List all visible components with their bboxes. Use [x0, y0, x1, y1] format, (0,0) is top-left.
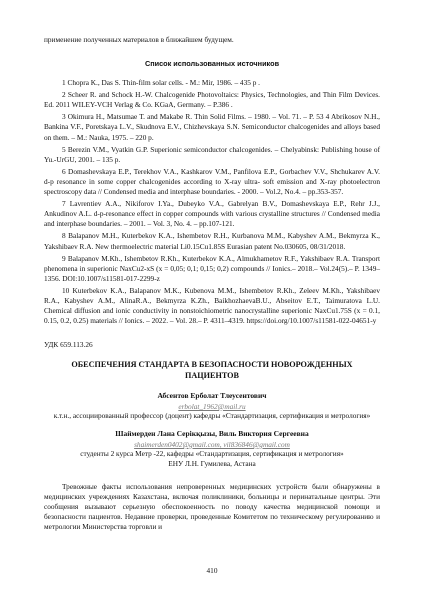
- reference-item: 5 Berezin V.M., Vyatkin G.P. Superionic semiconductor chalcogenides. – Chelyabinsk: Publishing house of Yu.-UrGU, 2001. – 135 p.: [44, 144, 380, 164]
- author-name: Абсентов Ерболат Тлеусентович: [157, 391, 267, 401]
- page-number: 410: [206, 566, 218, 575]
- body-paragraph: Тревожные факты использования непроверенных медицинских устройств были обнаружены в медицинских учреждениях Казахстана, включая поликлиники, больницы и перинатальные центры. Эти сообщения вызывают серьезную обеспокоенность по поводу качества медицинской помощи и безопасности пациентов. Недавние проверки, проведенные Комитетом по техническому регулированию и метрологии Министерства торговли и: [44, 481, 380, 531]
- reference-item: 6 Domashevskaya E.P., Terekhov V.A., Kashkarov V.M., Panfilova E.P., Gorbachev V.V., Shchukarev A.V. d-p resonance in some copper chalcogenides according to X-ray ultra- soft emission and X-ray photoelectron spectroscopy data // Condensed media and interphase boundaries. - 2000. – Vol.2, No.4. – pp.353-357.: [44, 166, 380, 197]
- author-email[interactable]: erbolat_1962@mail.ru: [178, 401, 246, 411]
- reference-item: 3 Okimura H., Matsumae T. and Makabe R. Thin Solid Films. – 1980. – Vol. 71. – P. 53 4 Abrikosov N.H., Bankina V.F., Poretskaya L.V., Skudnova E.V., Chizhevskaya S.N. Semiconductor chalcogenides and alloys based on them. – M.: Nauka, 1975. – 220 p.: [44, 112, 380, 142]
- references-title: Список использованных источников: [144, 59, 280, 69]
- udk-code: УДК 659.113.26: [44, 340, 93, 350]
- reference-item: 10 Kuterbekov K.A., Balapanov M.K., Kubenova M.M., Ishembetov R.Kh., Zeleev M.Kh., Yakshibaev R.A., Kabyshev A.M., AlinaR.A., Bekmyrza K.Zh., BaikhozhaevaB.U., Abseitov E.T., Taimuratova L.U. Chemical diffusion and ionic conductivity in nonstoichiometric nanocrystalline superionic NaxCu1.75S (x = 0.1, 0.15, 0.2, 0.25) materials // Ionics. – 2022. – Vol. 28.– P. 4311–4319. https://doi.org/10.1007/s11581-022-04651-y: [44, 285, 380, 326]
- intro-line: применение полученных материалов в ближайшем будущем.: [44, 35, 234, 44]
- article-title: ОБЕСПЕЧЕНИЯ СТАНДАРТА В БЕЗОПАСНОСТИ НОВОРОЖДЕННЫХ ПАЦИЕНТОВ: [71, 360, 353, 381]
- reference-item: 8 Balapanov M.H., Kuterbekov K.A., Ishembetov R.H., Kurbanova M.M., Kabyshev A.M., Bekmyrza K., Yakshibaev R.A. New thermoelectric material Li0.15Cu1.85S Eurasian patent No.030605, 08/31/2018.: [44, 231, 380, 251]
- reference-item: 9 Balapanov M.Kh., Ishembetov R.Kh., Kuterbekov K.A., Almukhametov R.F., Yakshibaev R.A. Transport phenomena in superionic NaxCu2-xS (x = 0,05; 0,1; 0,15; 0,2) compounds // Ionics.– 2018.– Vol.24(5).– P. 1349–1356. DOI:10.1007/s11581-017-2299-z: [44, 253, 380, 283]
- university: ЕНУ Л.Н. Гумилева, Астана: [168, 459, 256, 469]
- reference-item: 1 Chopra K., Das S. Thin-film solar cells. - M.: Mir, 1986. – 435 p .: [62, 78, 260, 88]
- co-authors-names: Шаймерден Лана Серікқызы, Виль Виктория Сергеевна: [115, 429, 309, 439]
- reference-item: 7 Lavrentiev A.A., Nikiforov I.Ya., Dubeyko V.A., Gabrelyan B.V., Domashevskaya E.P., Rehr J.J., Ankudinov A.L. d-p-resonance effect in copper compounds with various crystalline structures // Condensed media and interphase boundaries. – 2001. – Vol. 3, No. 4. – pp.107-121.: [44, 199, 380, 229]
- reference-item: 2 Scheer R. and Schock H.-W. Chalcogenide Photovoltaics: Physics, Technologies, and Thin Film Devices. Ed. 2011 WILEY-VCH Verlag & Co. KGaA, Germany. – P.386 .: [44, 90, 380, 110]
- author-position: к.т.н., ассоциированный профессор (доцент) кафедры «Стандартизация, сертификация и метрология»: [53, 411, 371, 421]
- co-authors-position: студенты 2 курса Метр -22, кафедры «Стандартизация, сертификация и метрология»: [80, 449, 344, 459]
- co-authors-emails[interactable]: shaimerden0402@gmail.com, vil836846@gmail.com: [134, 439, 290, 449]
- references-list: [44, 78, 380, 326]
